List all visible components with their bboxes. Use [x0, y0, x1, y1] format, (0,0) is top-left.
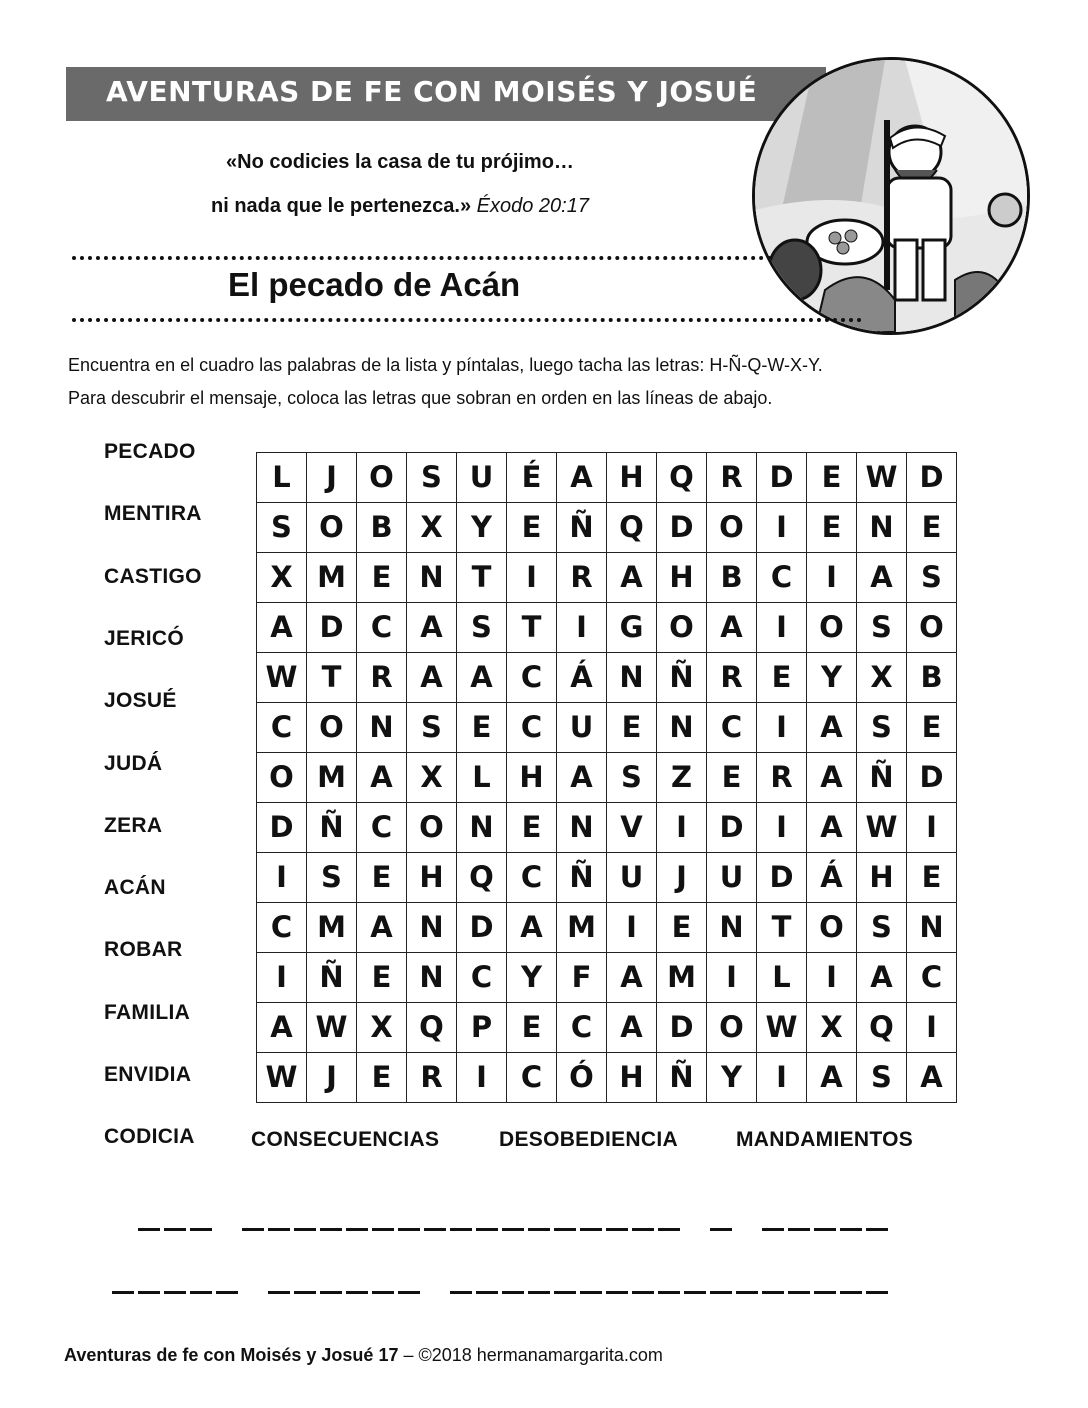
title-banner: [66, 67, 826, 121]
grid-cell[interactable]: R: [557, 553, 607, 603]
answer-blank[interactable]: [476, 1291, 498, 1294]
grid-cell[interactable]: Á: [557, 653, 607, 703]
word-list-item: ENVIDIA: [104, 1063, 192, 1086]
grid-cell[interactable]: N: [457, 803, 507, 853]
answer-blank[interactable]: [710, 1228, 732, 1231]
grid-cell[interactable]: N: [707, 903, 757, 953]
answer-blank[interactable]: [866, 1228, 888, 1231]
grid-cell[interactable]: S: [457, 603, 507, 653]
grid-cell[interactable]: J: [657, 853, 707, 903]
grid-cell[interactable]: O: [407, 803, 457, 853]
grid-cell[interactable]: C: [357, 803, 407, 853]
banner-title: AVENTURAS DE FE CON MOISÉS Y JOSUÉ: [106, 75, 758, 108]
grid-cell[interactable]: Q: [407, 1003, 457, 1053]
grid-cell[interactable]: C: [907, 953, 957, 1003]
grid-cell[interactable]: Ñ: [307, 803, 357, 853]
acan-illustration: [752, 57, 1030, 335]
grid-cell[interactable]: X: [807, 1003, 857, 1053]
grid-cell[interactable]: E: [507, 803, 557, 853]
grid-cell[interactable]: C: [257, 903, 307, 953]
grid-cell[interactable]: D: [707, 803, 757, 853]
grid-cell[interactable]: S: [607, 753, 657, 803]
grid-cell[interactable]: A: [607, 953, 657, 1003]
grid-cell[interactable]: A: [807, 1053, 857, 1103]
answer-blank[interactable]: [450, 1228, 472, 1231]
grid-cell[interactable]: E: [907, 503, 957, 553]
grid-cell[interactable]: U: [557, 703, 607, 753]
grid-cell[interactable]: O: [307, 503, 357, 553]
grid-cell[interactable]: E: [907, 853, 957, 903]
grid-cell[interactable]: W: [307, 1003, 357, 1053]
grid-cell[interactable]: D: [757, 453, 807, 503]
grid-cell[interactable]: V: [607, 803, 657, 853]
grid-cell[interactable]: U: [707, 853, 757, 903]
grid-cell[interactable]: O: [657, 603, 707, 653]
grid-cell[interactable]: I: [807, 953, 857, 1003]
answer-blank[interactable]: [606, 1291, 628, 1294]
answer-blank[interactable]: [632, 1228, 654, 1231]
grid-cell[interactable]: D: [907, 453, 957, 503]
grid-cell[interactable]: W: [757, 1003, 807, 1053]
grid-row: [257, 453, 957, 503]
grid-cell[interactable]: O: [707, 1003, 757, 1053]
grid-cell[interactable]: Ñ: [307, 953, 357, 1003]
grid-cell[interactable]: E: [357, 853, 407, 903]
grid-cell[interactable]: Y: [807, 653, 857, 703]
grid-cell[interactable]: C: [457, 953, 507, 1003]
word-list-item: JOSUÉ: [104, 689, 177, 713]
answer-blank[interactable]: [788, 1228, 810, 1231]
word-list-item: PECADO: [104, 440, 196, 463]
grid-cell[interactable]: A: [257, 603, 307, 653]
grid-cell[interactable]: A: [707, 603, 757, 653]
grid-cell[interactable]: A: [907, 1053, 957, 1103]
grid-cell[interactable]: S: [907, 553, 957, 603]
grid-cell[interactable]: M: [307, 553, 357, 603]
grid-cell[interactable]: O: [357, 453, 407, 503]
grid-cell[interactable]: G: [607, 603, 657, 653]
grid-row: [257, 1003, 957, 1053]
grid-cell[interactable]: S: [857, 603, 907, 653]
grid-cell[interactable]: A: [857, 953, 907, 1003]
grid-cell[interactable]: Ó: [557, 1053, 607, 1103]
grid-row: [257, 753, 957, 803]
grid-cell[interactable]: Ñ: [557, 503, 607, 553]
grid-cell[interactable]: I: [607, 903, 657, 953]
answer-blank[interactable]: [710, 1291, 732, 1294]
grid-cell[interactable]: N: [907, 903, 957, 953]
extra-word: CONSECUENCIAS: [251, 1128, 440, 1151]
answer-blank[interactable]: [580, 1291, 602, 1294]
grid-cell[interactable]: B: [357, 503, 407, 553]
grid-cell[interactable]: S: [257, 503, 307, 553]
answer-blank[interactable]: [268, 1291, 290, 1294]
answer-blank[interactable]: [736, 1291, 758, 1294]
grid-cell[interactable]: I: [707, 953, 757, 1003]
grid-cell[interactable]: M: [557, 903, 607, 953]
grid-cell[interactable]: E: [357, 953, 407, 1003]
grid-cell[interactable]: E: [707, 753, 757, 803]
grid-cell[interactable]: E: [357, 1053, 407, 1103]
grid-cell[interactable]: T: [757, 903, 807, 953]
grid-cell[interactable]: H: [607, 453, 657, 503]
word-list-item: CASTIGO: [104, 564, 202, 588]
grid-row: [257, 803, 957, 853]
grid-row: [257, 653, 957, 703]
grid-cell[interactable]: C: [357, 603, 407, 653]
answer-blank[interactable]: [294, 1291, 316, 1294]
grid-cell[interactable]: X: [407, 503, 457, 553]
word-list-item: FAMILIA: [104, 1000, 191, 1024]
grid-cell[interactable]: D: [657, 1003, 707, 1053]
grid-cell[interactable]: R: [757, 753, 807, 803]
extra-word: MANDAMIENTOS: [736, 1128, 914, 1151]
answer-blank[interactable]: [658, 1291, 680, 1294]
grid-cell[interactable]: T: [507, 603, 557, 653]
grid-cell[interactable]: I: [457, 1053, 507, 1103]
grid-cell[interactable]: F: [557, 953, 607, 1003]
grid-cell[interactable]: R: [407, 1053, 457, 1103]
instructions-line-1: Encuentra en el cuadro las palabras de la lista y píntalas, luego tacha las letras: H-Ñ-Q-W-X-Y.: [68, 355, 823, 375]
grid-cell[interactable]: I: [507, 553, 557, 603]
grid-cell[interactable]: M: [307, 903, 357, 953]
grid-cell[interactable]: I: [657, 803, 707, 853]
grid-cell[interactable]: E: [507, 1003, 557, 1053]
answer-blank[interactable]: [346, 1228, 368, 1231]
grid-cell[interactable]: M: [307, 753, 357, 803]
grid-cell[interactable]: H: [607, 1053, 657, 1103]
grid-cell[interactable]: H: [857, 853, 907, 903]
grid-cell[interactable]: I: [907, 1003, 957, 1053]
quote-line-1: «No codicies la casa de tu prójimo…: [226, 151, 574, 173]
answer-blank[interactable]: [814, 1228, 836, 1231]
grid-cell[interactable]: J: [307, 1053, 357, 1103]
answer-blank[interactable]: [450, 1291, 472, 1294]
dotted-divider-bottom: [72, 318, 862, 322]
answer-blank[interactable]: [840, 1291, 862, 1294]
grid-cell[interactable]: A: [807, 803, 857, 853]
grid-cell[interactable]: C: [507, 1053, 557, 1103]
grid-cell[interactable]: A: [457, 653, 507, 703]
grid-cell[interactable]: D: [757, 853, 807, 903]
grid-cell[interactable]: I: [757, 603, 807, 653]
grid-cell[interactable]: A: [407, 603, 457, 653]
grid-row: [257, 603, 957, 653]
grid-cell[interactable]: X: [407, 753, 457, 803]
answer-blank[interactable]: [190, 1291, 212, 1294]
answer-blank[interactable]: [554, 1291, 576, 1294]
answer-blank[interactable]: [502, 1291, 524, 1294]
answer-blank[interactable]: [138, 1228, 160, 1231]
grid-cell[interactable]: E: [807, 453, 857, 503]
grid-cell[interactable]: N: [557, 803, 607, 853]
answer-blank[interactable]: [554, 1228, 576, 1231]
answer-blank[interactable]: [528, 1228, 550, 1231]
grid-cell[interactable]: C: [507, 653, 557, 703]
grid-cell[interactable]: I: [257, 853, 307, 903]
grid-cell[interactable]: D: [657, 503, 707, 553]
quote-text: ni nada que le pertenezca.»: [211, 195, 472, 217]
answer-blank[interactable]: [840, 1228, 862, 1231]
grid-cell[interactable]: U: [607, 853, 657, 903]
answer-blank[interactable]: [788, 1291, 810, 1294]
grid-cell[interactable]: Q: [657, 453, 707, 503]
grid-cell[interactable]: W: [257, 653, 307, 703]
grid-cell[interactable]: É: [507, 453, 557, 503]
grid-cell[interactable]: E: [607, 703, 657, 753]
grid-cell[interactable]: O: [707, 503, 757, 553]
grid-cell[interactable]: U: [457, 453, 507, 503]
grid-cell[interactable]: A: [607, 553, 657, 603]
grid-cell[interactable]: W: [257, 1053, 307, 1103]
grid-cell[interactable]: A: [407, 653, 457, 703]
grid-cell[interactable]: Ñ: [657, 653, 707, 703]
grid-cell[interactable]: T: [457, 553, 507, 603]
grid-cell[interactable]: D: [907, 753, 957, 803]
answer-blank[interactable]: [268, 1228, 290, 1231]
word-search-grid: [256, 452, 957, 1103]
grid-cell[interactable]: S: [857, 703, 907, 753]
grid-cell[interactable]: N: [407, 953, 457, 1003]
grid-cell[interactable]: B: [907, 653, 957, 703]
grid-cell[interactable]: S: [307, 853, 357, 903]
answer-blank[interactable]: [346, 1291, 368, 1294]
answer-blank[interactable]: [632, 1291, 654, 1294]
grid-cell[interactable]: N: [607, 653, 657, 703]
grid-cell[interactable]: Y: [457, 503, 507, 553]
grid-cell[interactable]: D: [457, 903, 507, 953]
answer-blank[interactable]: [242, 1228, 264, 1231]
grid-cell[interactable]: E: [807, 503, 857, 553]
grid-cell[interactable]: A: [257, 1003, 307, 1053]
grid-cell[interactable]: E: [757, 653, 807, 703]
grid-cell[interactable]: L: [757, 953, 807, 1003]
word-list-item: MENTIRA: [104, 502, 202, 526]
grid-cell[interactable]: Q: [857, 1003, 907, 1053]
grid-cell[interactable]: C: [507, 703, 557, 753]
answer-blank[interactable]: [372, 1291, 394, 1294]
grid-cell[interactable]: C: [507, 853, 557, 903]
grid-cell[interactable]: I: [757, 1053, 807, 1103]
word-list-item: ACÁN: [104, 876, 166, 900]
grid-cell[interactable]: E: [907, 703, 957, 753]
quote-reference: Éxodo 20:17: [476, 195, 589, 217]
answer-blank[interactable]: [320, 1228, 342, 1231]
grid-row: [257, 903, 957, 953]
grid-cell[interactable]: N: [857, 503, 907, 553]
grid-cell[interactable]: C: [557, 1003, 607, 1053]
grid-cell[interactable]: A: [357, 753, 407, 803]
grid-cell[interactable]: W: [857, 453, 907, 503]
footer-credit: – ©2018 hermanamargarita.com: [398, 1345, 663, 1365]
grid-cell[interactable]: E: [507, 503, 557, 553]
grid-cell[interactable]: S: [857, 903, 907, 953]
grid-cell[interactable]: H: [407, 853, 457, 903]
grid-cell[interactable]: A: [857, 553, 907, 603]
grid-cell[interactable]: N: [357, 703, 407, 753]
grid-cell[interactable]: O: [807, 903, 857, 953]
grid-cell[interactable]: I: [557, 603, 607, 653]
grid-cell[interactable]: R: [707, 653, 757, 703]
grid-cell[interactable]: W: [857, 803, 907, 853]
grid-cell[interactable]: O: [257, 753, 307, 803]
grid-cell[interactable]: H: [657, 553, 707, 603]
grid-cell[interactable]: O: [307, 703, 357, 753]
grid-cell[interactable]: A: [607, 1003, 657, 1053]
grid-cell[interactable]: Y: [707, 1053, 757, 1103]
answer-blank[interactable]: [398, 1228, 420, 1231]
extra-word: DESOBEDIENCIA: [499, 1128, 678, 1151]
answer-blank[interactable]: [866, 1291, 888, 1294]
grid-cell[interactable]: X: [257, 553, 307, 603]
grid-cell[interactable]: H: [507, 753, 557, 803]
grid-cell[interactable]: I: [757, 503, 807, 553]
word-list-item: JERICÓ: [104, 626, 184, 650]
grid-cell[interactable]: Ñ: [557, 853, 607, 903]
grid-cell[interactable]: Ñ: [857, 753, 907, 803]
grid-cell[interactable]: R: [707, 453, 757, 503]
answer-blank[interactable]: [398, 1291, 420, 1294]
grid-cell[interactable]: I: [257, 953, 307, 1003]
grid-cell[interactable]: C: [707, 703, 757, 753]
grid-cell[interactable]: A: [507, 903, 557, 953]
grid-cell[interactable]: S: [857, 1053, 907, 1103]
grid-cell[interactable]: S: [407, 453, 457, 503]
grid-cell[interactable]: S: [407, 703, 457, 753]
grid-cell[interactable]: C: [757, 553, 807, 603]
grid-cell[interactable]: E: [357, 553, 407, 603]
grid-cell[interactable]: I: [807, 553, 857, 603]
grid-cell[interactable]: J: [307, 453, 357, 503]
grid-row: [257, 953, 957, 1003]
grid-cell[interactable]: N: [407, 553, 457, 603]
answer-blank[interactable]: [372, 1228, 394, 1231]
grid-cell[interactable]: R: [357, 653, 407, 703]
grid-cell[interactable]: D: [257, 803, 307, 853]
grid-cell[interactable]: Q: [457, 853, 507, 903]
grid-cell[interactable]: A: [807, 753, 857, 803]
answer-blank[interactable]: [320, 1291, 342, 1294]
grid-cell[interactable]: M: [657, 953, 707, 1003]
grid-cell[interactable]: D: [307, 603, 357, 653]
answer-blank[interactable]: [580, 1228, 602, 1231]
answer-blank[interactable]: [528, 1291, 550, 1294]
grid-cell[interactable]: E: [657, 903, 707, 953]
grid-cell[interactable]: Ñ: [657, 1053, 707, 1103]
grid-cell[interactable]: E: [457, 703, 507, 753]
grid-cell[interactable]: I: [757, 803, 807, 853]
grid-cell[interactable]: O: [907, 603, 957, 653]
grid-cell[interactable]: L: [257, 453, 307, 503]
grid-cell[interactable]: A: [557, 453, 607, 503]
grid-cell[interactable]: I: [757, 703, 807, 753]
answer-blank[interactable]: [294, 1228, 316, 1231]
answer-blank[interactable]: [164, 1291, 186, 1294]
grid-row: [257, 703, 957, 753]
grid-row: [257, 553, 957, 603]
answer-blank[interactable]: [190, 1228, 212, 1231]
word-list-item: ZERA: [104, 813, 163, 837]
answer-blank[interactable]: [762, 1228, 784, 1231]
grid-cell[interactable]: B: [707, 553, 757, 603]
grid-cell[interactable]: P: [457, 1003, 507, 1053]
grid-cell[interactable]: Á: [807, 853, 857, 903]
word-list-item: CODICIA: [104, 1125, 195, 1149]
answer-blank[interactable]: [606, 1228, 628, 1231]
grid-cell[interactable]: O: [807, 603, 857, 653]
quote-line-2: [120, 195, 680, 218]
acan-illustration-drawing: [755, 60, 1027, 332]
grid-cell[interactable]: T: [307, 653, 357, 703]
answer-blank[interactable]: [658, 1228, 680, 1231]
footer: [64, 1345, 663, 1366]
grid-cell[interactable]: Z: [657, 753, 707, 803]
grid-cell[interactable]: C: [257, 703, 307, 753]
grid-cell[interactable]: A: [357, 903, 407, 953]
answer-blank[interactable]: [424, 1228, 446, 1231]
grid-cell[interactable]: X: [357, 1003, 407, 1053]
grid-cell[interactable]: A: [557, 753, 607, 803]
answer-blank[interactable]: [138, 1291, 160, 1294]
answer-blank[interactable]: [216, 1291, 238, 1294]
answer-blank[interactable]: [112, 1291, 134, 1294]
grid-row: [257, 503, 957, 553]
page-subtitle: El pecado de Acán: [228, 266, 521, 303]
grid-cell[interactable]: I: [907, 803, 957, 853]
grid-cell[interactable]: N: [407, 903, 457, 953]
grid-cell[interactable]: Y: [507, 953, 557, 1003]
grid-cell[interactable]: N: [657, 703, 707, 753]
dotted-divider-top: [72, 256, 772, 260]
instructions-line-2: Para descubrir el mensaje, coloca las letras que sobran en orden en las líneas de abajo.: [68, 388, 773, 408]
word-list-item: JUDÁ: [104, 751, 163, 775]
answer-blank[interactable]: [814, 1291, 836, 1294]
grid-cell[interactable]: X: [857, 653, 907, 703]
answer-blank[interactable]: [684, 1291, 706, 1294]
grid-cell[interactable]: L: [457, 753, 507, 803]
answer-blank[interactable]: [164, 1228, 186, 1231]
answer-blank[interactable]: [476, 1228, 498, 1231]
word-list-item: ROBAR: [104, 938, 183, 962]
grid-row: [257, 853, 957, 903]
grid-row: [257, 1053, 957, 1103]
grid-cell[interactable]: Q: [607, 503, 657, 553]
footer-title: Aventuras de fe con Moisés y Josué 17: [64, 1345, 399, 1365]
answer-blank[interactable]: [502, 1228, 524, 1231]
answer-blank[interactable]: [762, 1291, 784, 1294]
grid-cell[interactable]: A: [807, 703, 857, 753]
